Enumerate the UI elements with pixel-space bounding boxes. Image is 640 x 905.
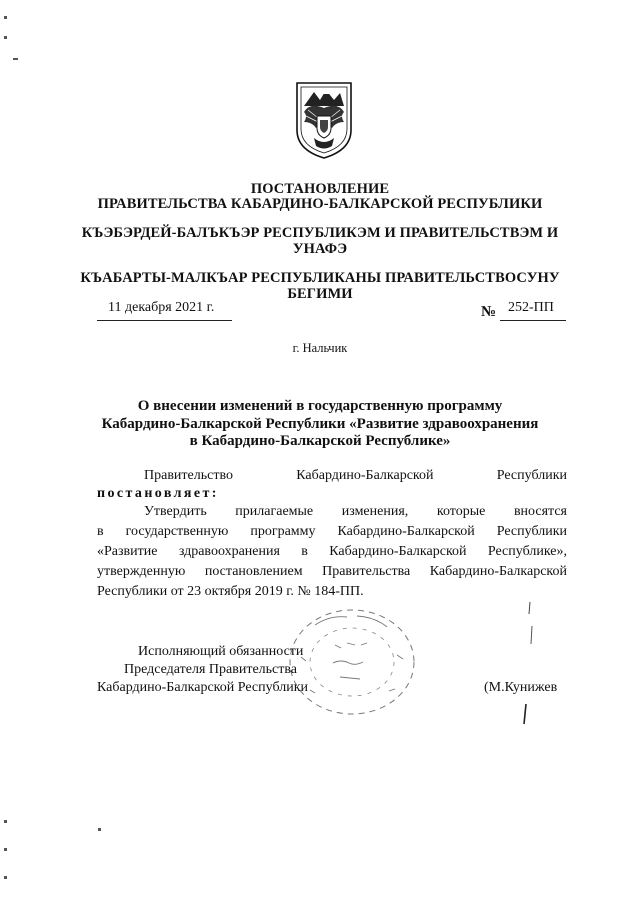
scan-mark	[4, 820, 7, 823]
paragraph-line-2: в государственную программу Кабардино-Балкарской Республики	[97, 524, 567, 539]
document-date: 11 декабря 2021 г.	[108, 300, 215, 315]
decree-word: постановляет:	[97, 486, 219, 501]
signatory-title-line2: Председателя Правительства	[124, 662, 298, 677]
city: г. Нальчик	[292, 341, 348, 355]
intro-line	[97, 466, 567, 486]
paragraph-line-3: «Развитие здравоохранения в Кабардино-Балкарской Республике»,	[97, 544, 567, 559]
paragraph-line-1: Утвердить прилагаемые изменения, которые вносятся	[144, 504, 567, 519]
resolution-title-line3: в Кабардино-Балкарской Республике»	[189, 433, 451, 449]
handwritten-signature	[518, 600, 538, 730]
scan-mark	[4, 16, 7, 19]
government-name-kbd-line2: УНАФЭ	[292, 241, 348, 257]
document-title: ПОСТАНОВЛЕНИЕ	[250, 181, 390, 197]
resolution-title-line2: Кабардино-Балкарской Республики «Развитие здравоохранения	[101, 416, 539, 432]
signatory-title-line3: Кабардино-Балкарской Республики	[97, 680, 308, 695]
scan-mark	[4, 848, 7, 851]
government-name-kbd-line1: КЪЭБЭРДЕЙ-БАЛЪКЪЭР РЕСПУБЛИКЭМ И ПРАВИТЕЛЬСТВЭМ И	[81, 225, 559, 241]
document-number: 252-ПП	[508, 300, 554, 315]
scan-mark	[13, 58, 18, 60]
government-name-krc-line2: БЕГИМИ	[287, 286, 353, 302]
number-sign: №	[481, 304, 497, 320]
resolution-title-line1: О внесении изменений в государственную программу	[137, 398, 503, 414]
scan-mark	[4, 36, 7, 39]
number-underline	[500, 320, 566, 321]
scan-mark	[98, 828, 101, 831]
decree-paragraph	[97, 502, 567, 602]
government-name-krc-line1: КЪАБАРТЫ-МАЛКЪАР РЕСПУБЛИКАНЫ ПРАВИТЕЛЬСТВОСУНУ	[80, 270, 560, 286]
paragraph-line-5: Республики от 23 октября 2019 г. № 184-ПП.	[97, 584, 364, 599]
date-underline	[97, 320, 232, 321]
government-name-ru: ПРАВИТЕЛЬСТВА КАБАРДИНО-БАЛКАРСКОЙ РЕСПУБЛИКИ	[97, 196, 543, 212]
intro-text: Правительство Кабардино-Балкарской Республики	[144, 468, 567, 483]
signatory-title-line1: Исполняющий обязанности	[138, 644, 304, 659]
signatory-name-text: М.Кунижев	[488, 680, 558, 695]
scan-mark	[4, 876, 7, 879]
coat-of-arms-emblem	[294, 80, 354, 160]
paragraph-line-4: утвержденную постановлением Правительства Кабардино-Балкарской	[97, 564, 567, 579]
official-stamp	[285, 605, 420, 720]
signatory-name: (М.Кунижев	[484, 680, 558, 695]
